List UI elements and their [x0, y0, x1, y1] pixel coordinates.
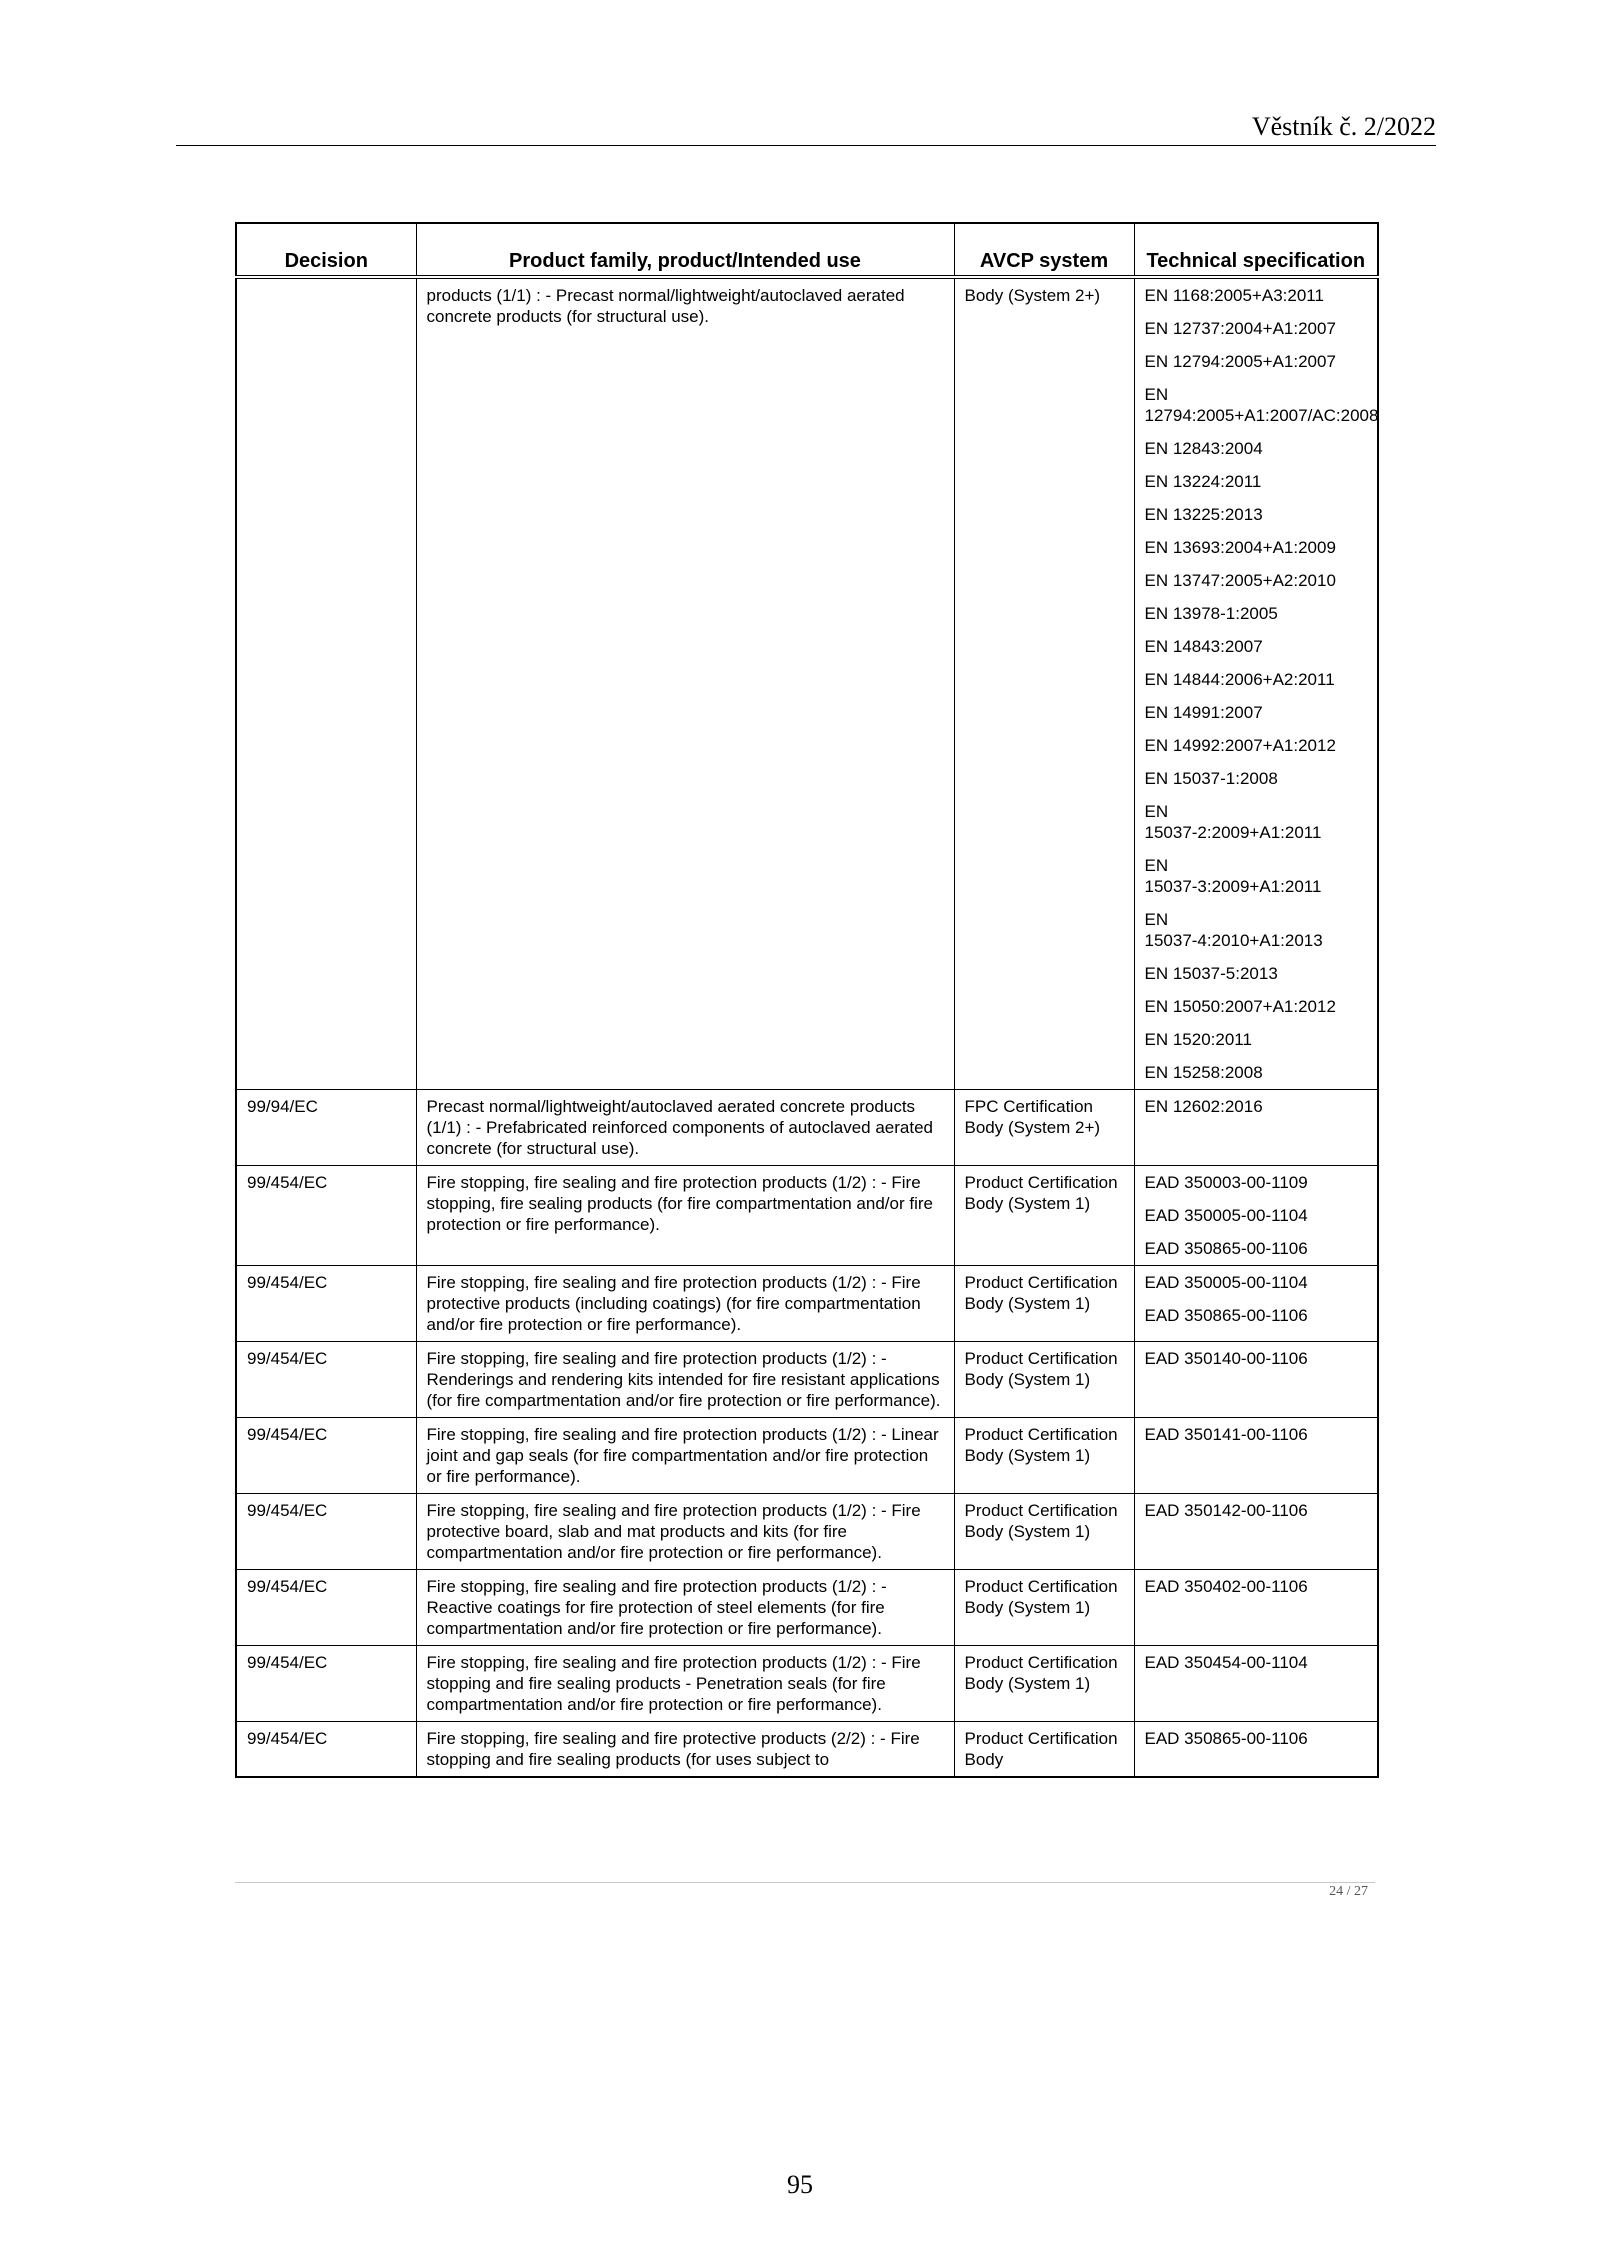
spec-cell [1134, 1494, 1378, 1570]
spec-item: EN 14843:2007 [1144, 637, 1263, 656]
spec-item: EN 13225:2013 [1144, 505, 1263, 524]
table-row [236, 277, 1378, 1090]
table-row [236, 1166, 1378, 1266]
spec-item: EN 15258:2008 [1144, 1063, 1263, 1082]
decision-cell: 99/454/EC [236, 1266, 416, 1342]
spec-item: EAD 350003-00-1109 [1144, 1173, 1308, 1192]
table-row [236, 1494, 1378, 1570]
decision-cell: 99/94/EC [236, 1090, 416, 1166]
spec-cell [1134, 1570, 1378, 1646]
spec-item: EN 1168:2005+A3:2011 [1144, 286, 1324, 305]
avcp-cell: FPC Certification Body (System 2+) [954, 1090, 1134, 1166]
spec-item: EAD 350454-00-1104 [1144, 1653, 1308, 1672]
table-body [236, 277, 1378, 1777]
spec-cell [1134, 1166, 1378, 1266]
spec-cell [1134, 1266, 1378, 1342]
spec-item: EN 15050:2007+A1:2012 [1144, 997, 1336, 1016]
spec-item: EN 14992:2007+A1:2012 [1144, 736, 1336, 755]
avcp-cell: Product Certification Body (System 1) [954, 1570, 1134, 1646]
page-of-counter: 24 / 27 [1329, 1884, 1368, 1899]
spec-item: EN 12602:2016 [1144, 1097, 1263, 1116]
decision-cell [236, 277, 416, 1090]
page-number: 95 [787, 2170, 813, 2199]
decision-cell: 99/454/EC [236, 1418, 416, 1494]
header-spec: Technical specification [1134, 223, 1378, 277]
spec-cell [1134, 1646, 1378, 1722]
avcp-cell: Product Certification Body [954, 1722, 1134, 1778]
table-row [236, 1646, 1378, 1722]
spec-item: EN 14844:2006+A2:2011 [1144, 670, 1335, 689]
avcp-cell: Product Certification Body (System 1) [954, 1166, 1134, 1266]
header-rule [176, 145, 1436, 146]
table-header-row [236, 223, 1378, 277]
product-cell: Fire stopping, fire sealing and fire protection products (1/2) : - Reactive coatings for fire protection of steel elements (for fire compartmentation and/or fire protection or fire performance). [416, 1570, 954, 1646]
product-cell: Fire stopping, fire sealing and fire protection products (1/2) : - Fire stopping, fire sealing products (for fire compartmentation and/or fire protection or fire performance). [416, 1166, 954, 1266]
product-cell: Fire stopping, fire sealing and fire protection products (1/2) : - Fire protective products (including coatings) (for fire compartmentation and/or fire protection or fire performance). [416, 1266, 954, 1342]
table-row [236, 1722, 1378, 1778]
decision-cell: 99/454/EC [236, 1570, 416, 1646]
spec-item: EAD 350141-00-1106 [1144, 1425, 1308, 1444]
spec-cell [1134, 1342, 1378, 1418]
decision-cell: 99/454/EC [236, 1342, 416, 1418]
spec-cell [1134, 277, 1378, 1090]
product-cell: Fire stopping, fire sealing and fire protection products (1/2) : - Linear joint and gap seals (for fire compartmentation and/or fire protection or fire performance). [416, 1418, 954, 1494]
product-cell: Fire stopping, fire sealing and fire protection products (1/2) : - Renderings and rendering kits intended for fire resistant applications (for fire compartmentation and/or fire protection or fire performance). [416, 1342, 954, 1418]
spec-item: EN 13978-1:2005 [1144, 604, 1278, 623]
table-row [236, 1418, 1378, 1494]
table-row [236, 1570, 1378, 1646]
spec-item: EAD 350005-00-1104 [1144, 1206, 1308, 1225]
avcp-cell: Product Certification Body (System 1) [954, 1266, 1134, 1342]
avcp-cell: Product Certification Body (System 1) [954, 1646, 1134, 1722]
product-cell: Precast normal/lightweight/autoclaved aerated concrete products (1/1) : - Prefabricated reinforced components of autoclaved aerated concrete (for structural use). [416, 1090, 954, 1166]
footer-rule [235, 1882, 1375, 1883]
product-cell: Fire stopping, fire sealing and fire protection products (1/2) : - Fire protective board, slab and mat products and kits (for fire compartmentation and/or fire protection or fire performance). [416, 1494, 954, 1570]
spec-item: EN 13747:2005+A2:2010 [1144, 571, 1336, 590]
spec-cell [1134, 1722, 1378, 1778]
spec-item: EN 15037-4:2010+A1:2013 [1144, 910, 1323, 950]
product-cell: Fire stopping, fire sealing and fire protection products (1/2) : - Fire stopping and fire sealing products - Penetration seals (for fire compartmentation and/or fire protection or fire performance). [416, 1646, 954, 1722]
spec-item: EAD 350865-00-1106 [1144, 1239, 1308, 1258]
spec-item: EN 12794:2005+A1:2007 [1144, 352, 1336, 371]
spec-item: EN 15037-3:2009+A1:2011 [1144, 856, 1322, 896]
spec-item: EAD 350005-00-1104 [1144, 1273, 1308, 1292]
decision-cell: 99/454/EC [236, 1722, 416, 1778]
spec-item: EAD 350140-00-1106 [1144, 1349, 1308, 1368]
spec-item: EAD 350865-00-1106 [1144, 1729, 1308, 1748]
spec-item: EN 12794:2005+A1:2007/AC:2008 [1144, 385, 1379, 425]
header-avcp: AVCP system [954, 223, 1134, 277]
avcp-cell: Product Certification Body (System 1) [954, 1418, 1134, 1494]
journal-title: Věstník č. 2/2022 [1251, 112, 1436, 141]
spec-item: EN 15037-2:2009+A1:2011 [1144, 802, 1322, 842]
avcp-cell: Product Certification Body (System 1) [954, 1494, 1134, 1570]
spec-cell [1134, 1418, 1378, 1494]
spec-cell [1134, 1090, 1378, 1166]
spec-item: EAD 350865-00-1106 [1144, 1306, 1308, 1325]
spec-item: EAD 350402-00-1106 [1144, 1577, 1308, 1596]
header-decision: Decision [236, 223, 416, 277]
spec-item: EN 12737:2004+A1:2007 [1144, 319, 1336, 338]
table-row [236, 1090, 1378, 1166]
spec-item: EN 12843:2004 [1144, 439, 1263, 458]
spec-item: EN 13224:2011 [1144, 472, 1262, 491]
table-row [236, 1266, 1378, 1342]
avcp-cell: Body (System 2+) [954, 277, 1134, 1090]
decision-cell: 99/454/EC [236, 1646, 416, 1722]
spec-item: EN 15037-5:2013 [1144, 964, 1278, 983]
header-product: Product family, product/Intended use [416, 223, 954, 277]
avcp-cell: Product Certification Body (System 1) [954, 1342, 1134, 1418]
spec-item: EN 13693:2004+A1:2009 [1144, 538, 1336, 557]
product-cell: products (1/1) : - Precast normal/lightweight/autoclaved aerated concrete products (for structural use). [416, 277, 954, 1090]
spec-item: EN 15037-1:2008 [1144, 769, 1278, 788]
decision-cell: 99/454/EC [236, 1166, 416, 1266]
spec-item: EN 1520:2011 [1144, 1030, 1252, 1049]
decision-cell: 99/454/EC [236, 1494, 416, 1570]
spec-item: EN 14991:2007 [1144, 703, 1263, 722]
certification-table [235, 222, 1379, 1778]
table-row [236, 1342, 1378, 1418]
product-cell: Fire stopping, fire sealing and fire protective products (2/2) : - Fire stopping and fire sealing products (for uses subject to [416, 1722, 954, 1778]
spec-item: EAD 350142-00-1106 [1144, 1501, 1308, 1520]
